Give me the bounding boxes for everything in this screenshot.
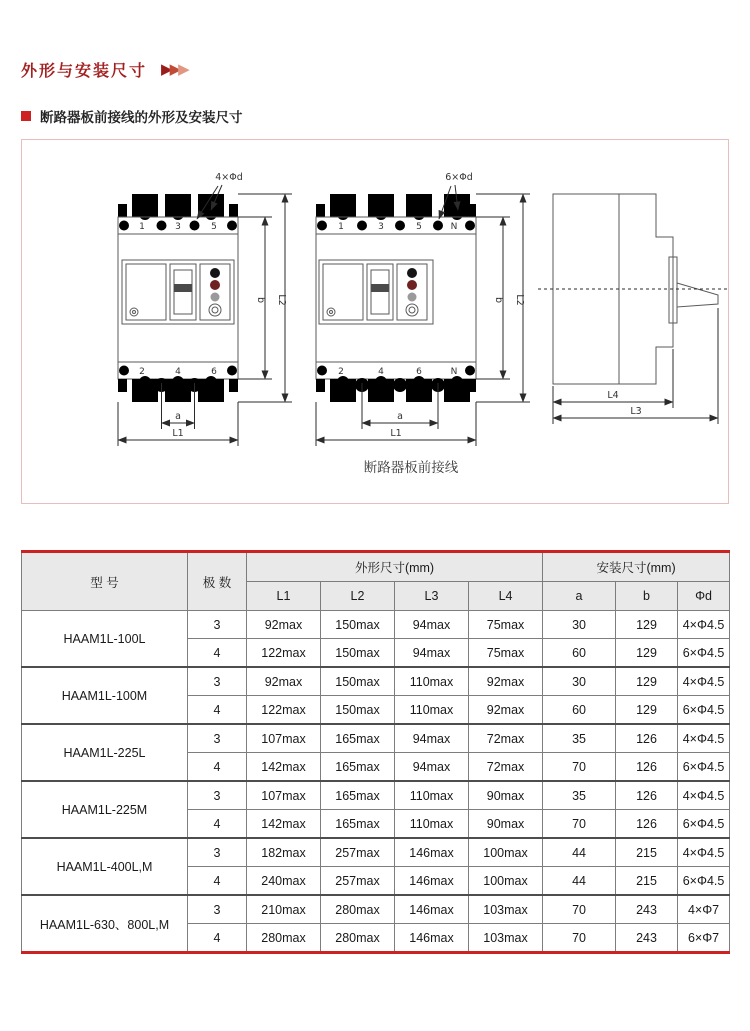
cell-dimension: 150max (321, 611, 395, 639)
cell-dimension: 44 (543, 867, 616, 896)
cell-dimension: 90max (469, 810, 543, 839)
breaker-3pole-drawing (117, 194, 240, 402)
cell-poles: 3 (188, 838, 247, 867)
breaker-4pole-drawing (315, 194, 478, 402)
cell-dimension: 257max (321, 867, 395, 896)
cell-dimension: 4×Φ4.5 (678, 838, 730, 867)
header-col: b (616, 582, 678, 611)
cell-dimension: 257max (321, 838, 395, 867)
terminal-label: 2 (338, 367, 344, 377)
page-title: 外形与安装尺寸 (21, 63, 148, 80)
terminal-label: N (450, 367, 458, 377)
cell-model: HAAM1L-225M (22, 781, 188, 838)
cell-poles: 3 (188, 667, 247, 696)
holes-label: 6×Φd (445, 172, 473, 183)
cell-dimension: 110max (395, 810, 469, 839)
cell-dimension: 129 (616, 639, 678, 668)
cell-dimension: 94max (395, 639, 469, 668)
cell-dimension: 126 (616, 753, 678, 782)
header-poles: 极 数 (188, 552, 247, 611)
terminal-label: 5 (211, 222, 217, 232)
header-model: 型 号 (22, 552, 188, 611)
cell-dimension: 215 (616, 867, 678, 896)
cell-model: HAAM1L-225L (22, 724, 188, 781)
cell-dimension: 6×Φ4.5 (678, 753, 730, 782)
header-outline-group: 外形尺寸(mm) (247, 552, 543, 582)
cell-dimension: 4×Φ4.5 (678, 611, 730, 639)
dimension-label-l3: L3 (630, 406, 642, 417)
cell-dimension: 35 (543, 724, 616, 753)
table-row (22, 724, 730, 753)
cell-dimension: 280max (321, 895, 395, 924)
cell-dimension: 6×Φ4.5 (678, 696, 730, 725)
header-col: L3 (395, 582, 469, 611)
cell-dimension: 215 (616, 838, 678, 867)
cell-dimension: 146max (395, 895, 469, 924)
diagram-caption: 断路器板前接线 (363, 460, 459, 476)
cell-dimension: 4×Φ4.5 (678, 781, 730, 810)
cell-model: HAAM1L-630、800L,M (22, 895, 188, 953)
cell-poles: 3 (188, 724, 247, 753)
cell-dimension: 126 (616, 781, 678, 810)
cell-dimension: 75max (469, 611, 543, 639)
cell-poles: 4 (188, 696, 247, 725)
cell-poles: 3 (188, 611, 247, 639)
table-section (21, 550, 729, 954)
section-subtitle: 断路器板前接线的外形及安装尺寸 (40, 110, 243, 125)
cell-poles: 4 (188, 867, 247, 896)
cell-dimension: 110max (395, 667, 469, 696)
cell-dimension: 70 (543, 810, 616, 839)
cell-dimension: 103max (469, 924, 543, 953)
cell-dimension: 129 (616, 696, 678, 725)
cell-dimension: 243 (616, 895, 678, 924)
cell-dimension: 146max (395, 867, 469, 896)
cell-dimension: 94max (395, 611, 469, 639)
terminal-label: 3 (378, 222, 384, 232)
cell-dimension: 94max (395, 724, 469, 753)
header-col: L1 (247, 582, 321, 611)
cell-dimension: 30 (543, 611, 616, 639)
dimension-label-a: a (397, 411, 403, 422)
dimension-label-l4: L4 (607, 390, 619, 401)
section-bullet-icon (21, 111, 31, 121)
header-col: L4 (469, 582, 543, 611)
cell-dimension: 6×Φ4.5 (678, 810, 730, 839)
cell-poles: 4 (188, 924, 247, 953)
cell-dimension: 4×Φ4.5 (678, 667, 730, 696)
cell-poles: 4 (188, 810, 247, 839)
cell-dimension: 70 (543, 895, 616, 924)
cell-dimension: 4×Φ7 (678, 895, 730, 924)
title-arrows-icon (161, 62, 187, 77)
table-row (22, 895, 730, 924)
cell-poles: 3 (188, 895, 247, 924)
dimension-label-a: a (175, 411, 181, 422)
terminal-label: 4 (378, 367, 384, 377)
terminal-label: 2 (139, 367, 145, 377)
cell-dimension: 243 (616, 924, 678, 953)
table-row (22, 611, 730, 639)
subtitle-row (21, 106, 729, 126)
diagram-panel (21, 139, 729, 504)
arrow-icon: ▶ (161, 61, 170, 78)
cell-dimension: 30 (543, 667, 616, 696)
terminal-label: 3 (175, 222, 181, 232)
cell-dimension: 150max (321, 696, 395, 725)
cell-dimension: 126 (616, 810, 678, 839)
arrow-icon: ▶ (178, 61, 187, 78)
cell-dimension: 129 (616, 611, 678, 639)
dimension-label-l1: L1 (390, 428, 402, 439)
terminal-label: 1 (338, 222, 344, 232)
holes-label: 4×Φd (215, 172, 243, 183)
terminal-label: 6 (416, 367, 422, 377)
table-header (22, 552, 730, 611)
cell-poles: 3 (188, 781, 247, 810)
cell-dimension: 6×Φ4.5 (678, 639, 730, 668)
header-install-group: 安装尺寸(mm) (543, 552, 730, 582)
cell-dimension: 100max (469, 838, 543, 867)
cell-model: HAAM1L-100L (22, 611, 188, 668)
cell-dimension: 122max (247, 639, 321, 668)
cell-dimension: 72max (469, 724, 543, 753)
dimension-label-b: b (493, 296, 504, 304)
cell-dimension: 103max (469, 895, 543, 924)
cell-dimension: 6×Φ4.5 (678, 867, 730, 896)
cell-dimension: 150max (321, 667, 395, 696)
cell-dimension: 107max (247, 724, 321, 753)
terminal-label: 4 (175, 367, 181, 377)
table-row (22, 781, 730, 810)
cell-dimension: 146max (395, 924, 469, 953)
terminal-label: 6 (211, 367, 217, 377)
cell-dimension: 165max (321, 753, 395, 782)
cell-dimension: 165max (321, 724, 395, 753)
cell-dimension: 60 (543, 639, 616, 668)
cell-dimension: 44 (543, 838, 616, 867)
cell-dimension: 60 (543, 696, 616, 725)
cell-dimension: 75max (469, 639, 543, 668)
terminal-label: 1 (139, 222, 145, 232)
cell-dimension: 126 (616, 724, 678, 753)
cell-dimension: 94max (395, 753, 469, 782)
cell-dimension: 92max (247, 611, 321, 639)
cell-dimension: 70 (543, 753, 616, 782)
dimension-label-l2: L2 (514, 294, 525, 306)
dimensions-table (21, 550, 730, 954)
section-title-row (21, 0, 729, 81)
cell-dimension: 165max (321, 810, 395, 839)
breaker-dimension-diagram (22, 140, 728, 503)
cell-dimension: 35 (543, 781, 616, 810)
table-row (22, 667, 730, 696)
cell-model: HAAM1L-100M (22, 667, 188, 724)
cell-dimension: 92max (469, 667, 543, 696)
cell-dimension: 72max (469, 753, 543, 782)
cell-model: HAAM1L-400L,M (22, 838, 188, 895)
cell-dimension: 122max (247, 696, 321, 725)
cell-dimension: 100max (469, 867, 543, 896)
dimension-label-l1: L1 (172, 428, 184, 439)
cell-poles: 4 (188, 753, 247, 782)
dimension-label-b: b (255, 296, 266, 304)
header-col: L2 (321, 582, 395, 611)
cell-dimension: 150max (321, 639, 395, 668)
cell-dimension: 240max (247, 867, 321, 896)
cell-dimension: 92max (469, 696, 543, 725)
cell-dimension: 280max (321, 924, 395, 953)
cell-dimension: 70 (543, 924, 616, 953)
dimension-label-l2: L2 (276, 294, 287, 306)
arrow-icon: ▶ (169, 61, 179, 78)
cell-dimension: 280max (247, 924, 321, 953)
cell-dimension: 142max (247, 753, 321, 782)
cell-dimension: 110max (395, 696, 469, 725)
cell-dimension: 110max (395, 781, 469, 810)
cell-dimension: 182max (247, 838, 321, 867)
cell-dimension: 90max (469, 781, 543, 810)
cell-dimension: 146max (395, 838, 469, 867)
cell-dimension: 107max (247, 781, 321, 810)
cell-dimension: 6×Φ7 (678, 924, 730, 953)
cell-dimension: 142max (247, 810, 321, 839)
header-col: a (543, 582, 616, 611)
dimension-lines-side (538, 289, 728, 424)
cell-dimension: 92max (247, 667, 321, 696)
cell-poles: 4 (188, 639, 247, 668)
cell-dimension: 4×Φ4.5 (678, 724, 730, 753)
terminal-label: N (450, 222, 458, 232)
table-body (22, 611, 730, 953)
table-row (22, 838, 730, 867)
header-col: Φd (678, 582, 730, 611)
terminal-label: 5 (416, 222, 422, 232)
cell-dimension: 210max (247, 895, 321, 924)
cell-dimension: 129 (616, 667, 678, 696)
cell-dimension: 165max (321, 781, 395, 810)
